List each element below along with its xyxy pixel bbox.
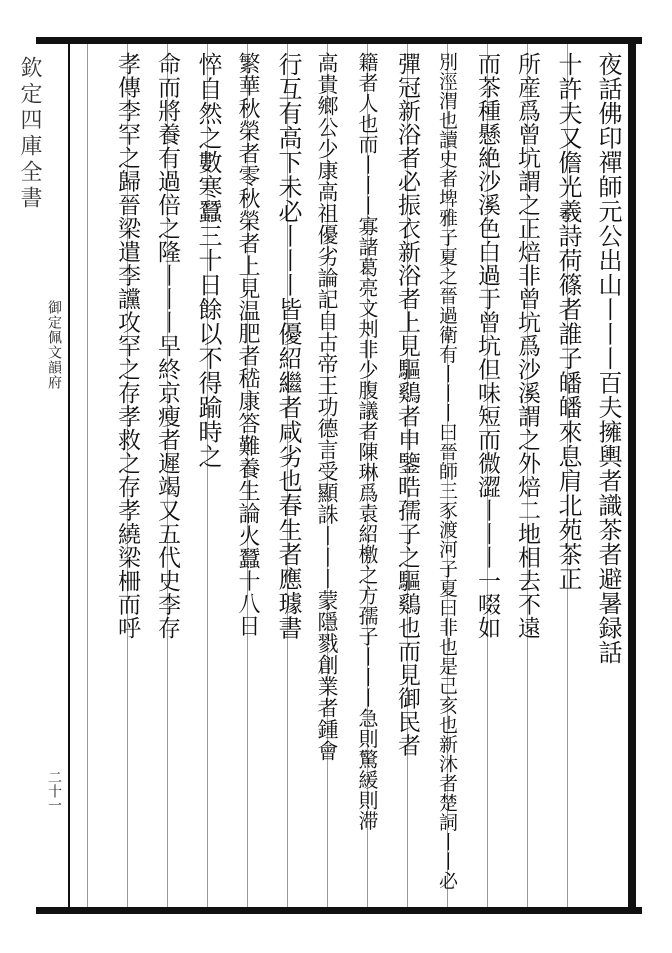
- margin-page-number: 二十一: [46, 770, 62, 812]
- text-column-6: 彈冠新浴者必振衣新浴者上見驅鷄者申鑒晧孺子之驅鷄也而見御民者: [394, 52, 420, 757]
- text-column-13: 孝傳李罕之歸晉梁遣李讜攻罕之存孝救之存孝繞梁柵而呼: [114, 52, 140, 640]
- text-column-2: 十許夫又儋光羲詩荷篠者誰子皤皤來息肩北苑茶正: [554, 52, 582, 591]
- text-column-9: 行互有高下未必丨丨丨皆優紹繼者咸劣也春生者應璩書: [274, 52, 302, 640]
- right-frame-rule: [628, 37, 636, 914]
- text-column-1: 夜話佛印禪師元公出山丨丨丨百夫擁輿者識茶者避暑録話: [594, 52, 622, 665]
- text-column-10: 繁華秋榮者零秋榮者上見温肥者嵇康答難養生論火蠶十八日: [235, 52, 260, 637]
- text-column-12: 命而將養有過倍之隆丨丨丨早終京瘦者遲竭又五代史李存: [154, 52, 180, 640]
- text-column-7: 籍者人也而丨丨丨寡諸葛亮文刔非少腹議者陳琳爲袁紹檄之方孺子丨丨丨急則驚緩則滞: [355, 52, 379, 831]
- column-divider: [87, 44, 88, 907]
- text-column-8: 高貴鄉公少康高祖優劣論記自古帝王功德言受顯誅丨丨丨蒙隱戮創業者鍾會: [315, 52, 339, 762]
- text-column-3: 所産爲曾坑謂之正焙非曾坑爲沙溪謂之外焙二地相去不遠: [514, 52, 540, 640]
- text-column-4: 而茶種懸絶沙溪色白過于曾坑但味短而微澀丨丨丨一啜如: [474, 52, 500, 640]
- margin-section-title: 御定佩文韻府: [46, 300, 62, 390]
- left-frame-rule: [68, 37, 70, 914]
- margin-book-title: 欽定四庫全書: [17, 56, 42, 212]
- bottom-frame-rule: [36, 907, 642, 914]
- text-column-5: 別涇渭也讀史者埤雅子夏之晉過衛有丨丨丨曰晉師三豕渡河子夏曰非也是己亥也新沐者楚詞丨丨必: [436, 52, 458, 891]
- top-frame-rule: [36, 37, 642, 44]
- text-column-11: 悴自然之數寒蠶三十日餘以不得踰時之: [194, 52, 222, 469]
